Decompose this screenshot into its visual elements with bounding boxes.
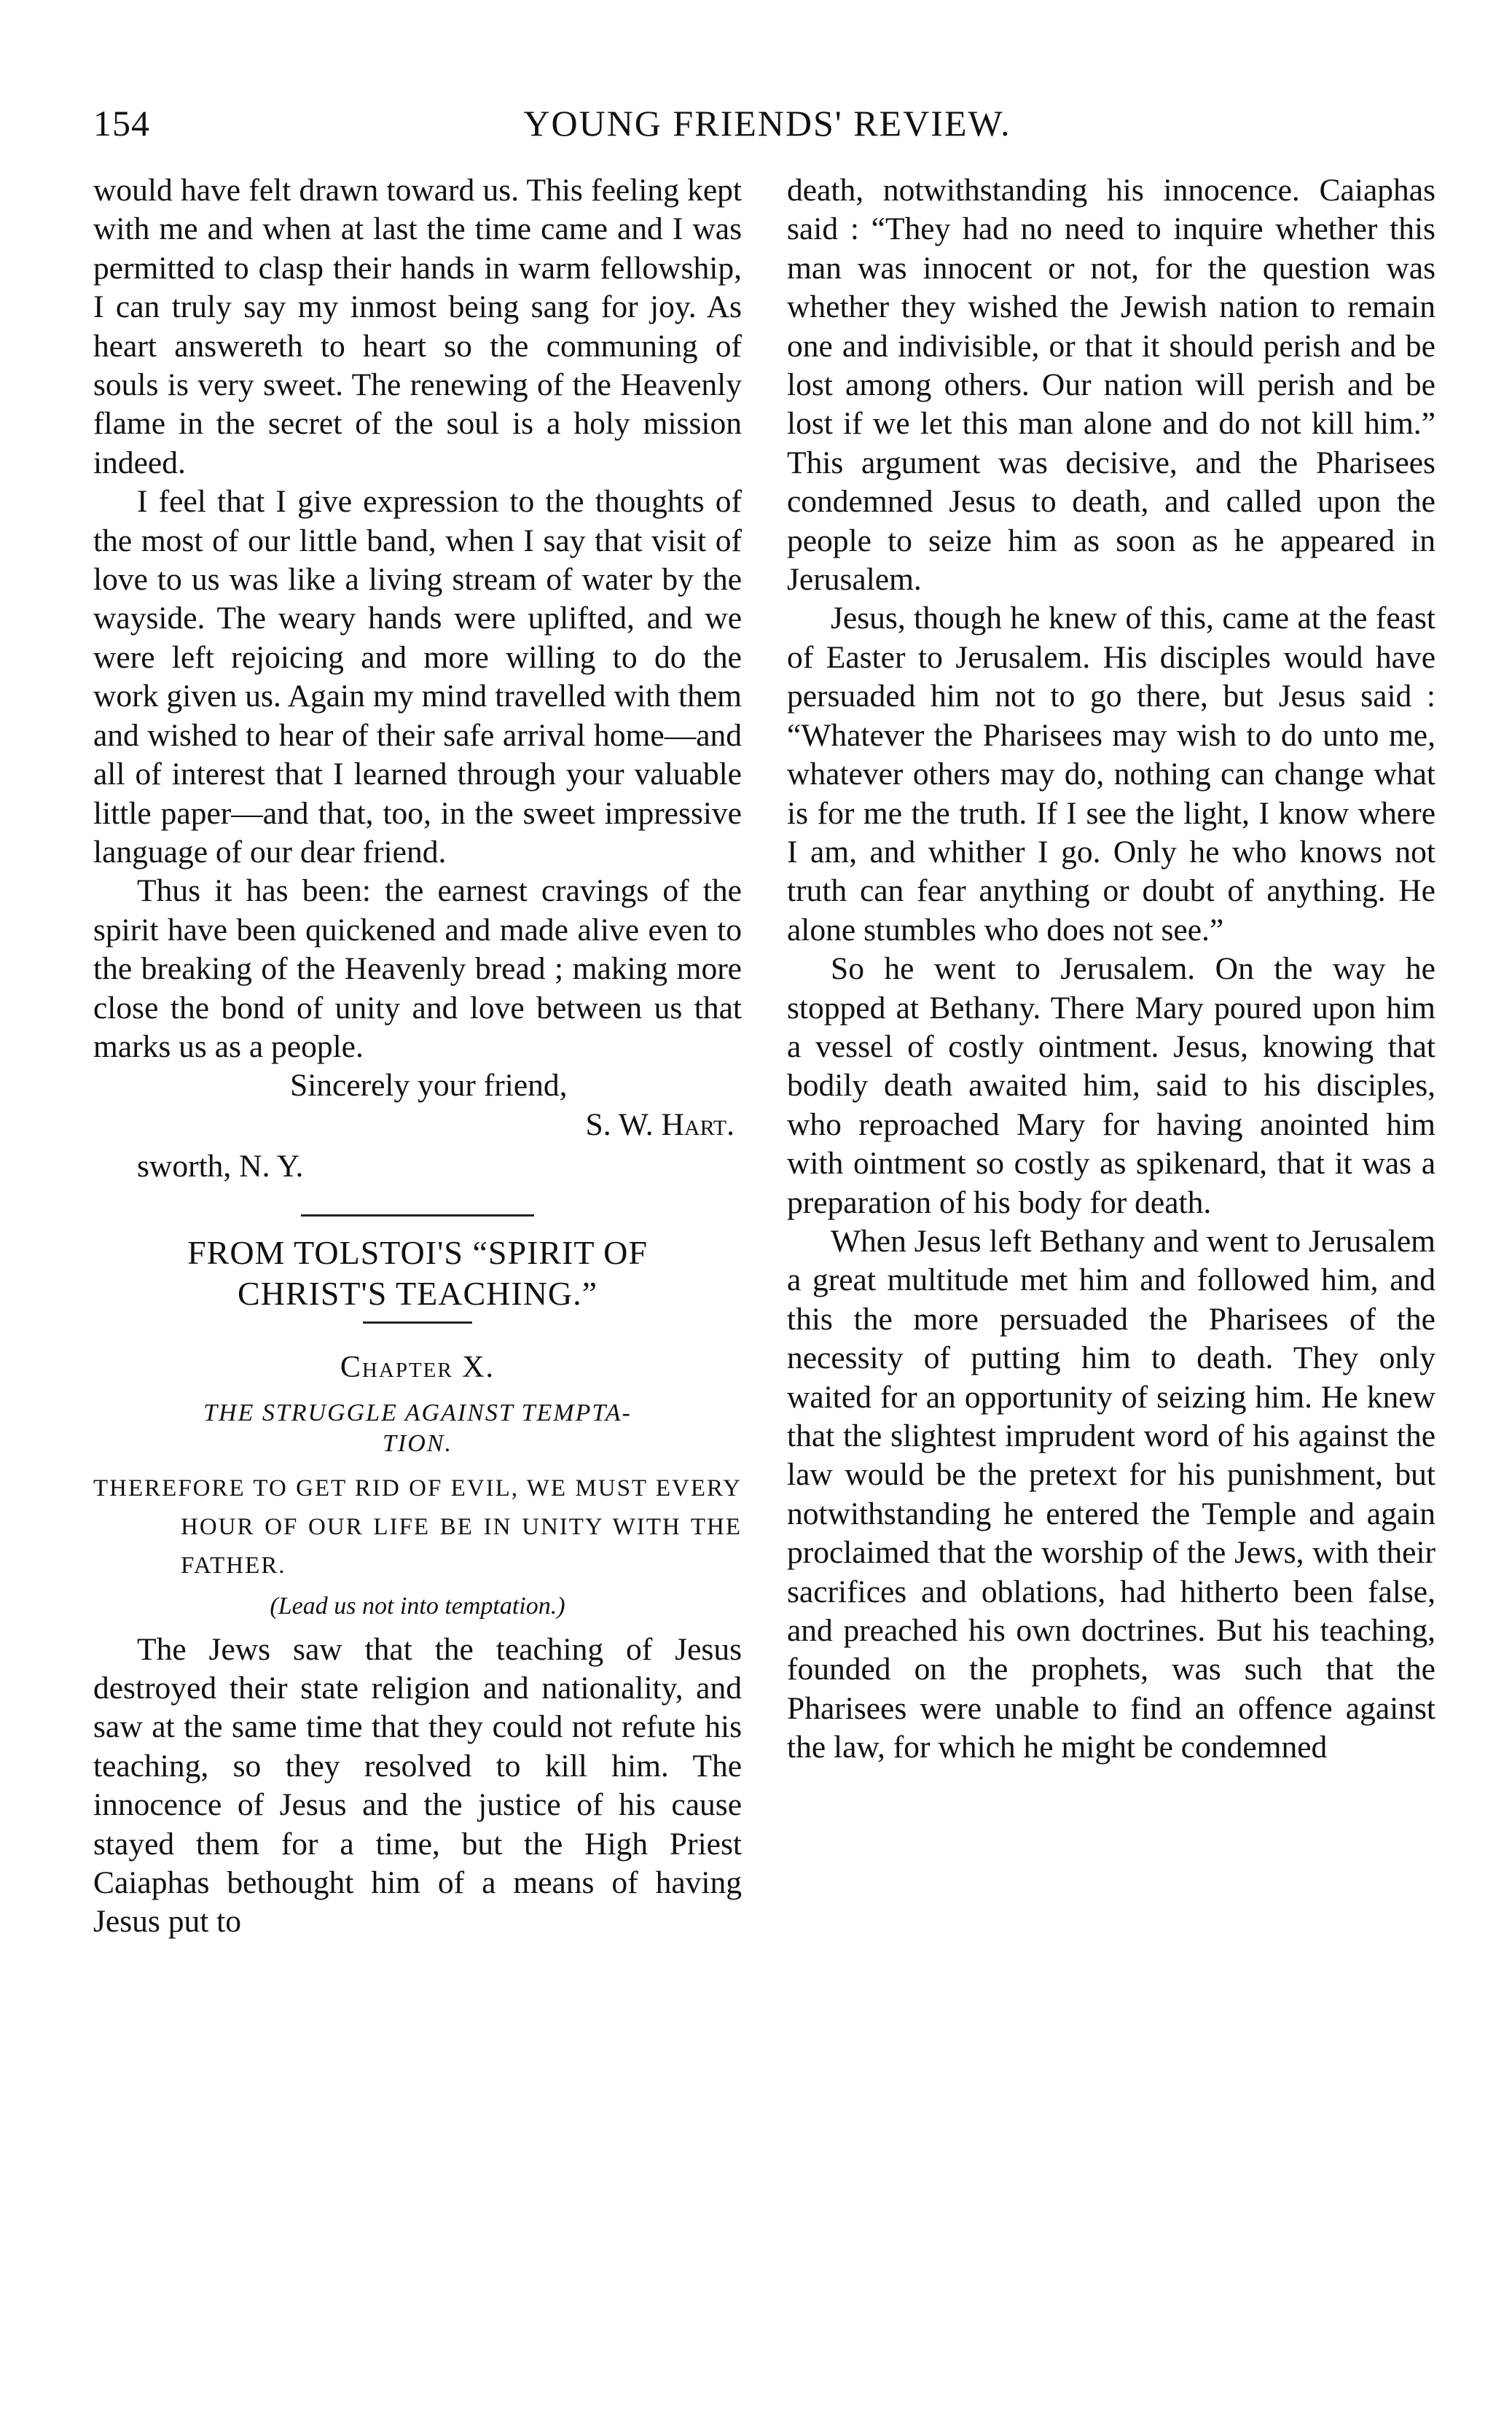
signoff-place: sworth, N. Y.	[137, 1149, 304, 1184]
paragraph: death, notwithstanding his innocence. Caiaphas said : “They had no need to inquire whether this man was innocent or not, for the question was whether they wished the Jewish nation to remain one and indivisible, or that it should perish and be lost among others. Our nation will perish and be lost if we let this man alone and do not kill him.” This argument was decisive, and the Pharisees condemned Jesus to death, and called upon the people to seize him as soon as he appeared in Jerusalem.	[787, 173, 1435, 598]
section-divider	[301, 1214, 534, 1217]
article-title-line: FROM TOLSTOI'S “SPIRIT OF	[187, 1233, 648, 1271]
page	[93, 102, 1441, 2347]
chapter-summary: THEREFORE TO GET RID OF EVIL, WE MUST EVERY HOUR OF OUR LIFE BE IN UNITY WITH THE FATHER.	[93, 1475, 742, 1579]
chapter-subtitle	[93, 1398, 742, 1459]
chapter-heading: Chapter X.	[340, 1350, 495, 1384]
paragraph: So he went to Jerusalem. On the way he stopped at Bethany. There Mary poured upon him a vessel of costly ointment. Jesus, knowing that bodily death awaited him, said to his disciples, who reproached Mary for having anointed him with ointment so costly as spikenard, that it was a preparation of his body for death.	[787, 951, 1435, 1220]
paragraph: When Jesus left Bethany and went to Jerusalem a great multitude met him and followed him, and this the more persuaded the Pharisees of the necessity of putting him to death. They only waited for an opportunity of seizing him. He knew that the slightest imprudent word of his against the law would be the pretext for his punishment, but notwithstanding he entered the Temple and again proclaimed that the worship of the Jews, with their sacrifices and oblations, had hitherto been false, and preached his own doctrines. But his teaching, founded on the prophets, was such that the Pharisees were unable to find an offence against the law, for which he might be condemned	[787, 1223, 1435, 1765]
page-number: 154	[93, 103, 150, 144]
page-header	[93, 102, 1441, 153]
paragraph: Thus it has been: the earnest cravings of the spirit have been quickened and made alive even to the breaking of the Heavenly bread ; making more close the bond of unity and love between us that marks us as a people.	[93, 873, 742, 1064]
signoff-closing: Sincerely your friend,	[290, 1068, 568, 1104]
running-title: YOUNG FRIENDS' REVIEW.	[523, 103, 1011, 144]
paragraph: The Jews saw that the teaching of Jesus destroyed their state religion and nationality, and saw at the same time that they could not refute his teaching, so they resolved to kill him. The innocence of Jesus and the justice of his cause stayed them for a time, but the High Priest Caiaphas bethought him of a means of having Jesus put to	[93, 1631, 742, 1940]
right-column	[787, 171, 1435, 1768]
summary-caption: (Lead us not into temptation.)	[270, 1592, 565, 1620]
article-title	[93, 1233, 742, 1314]
letter-signoff	[93, 1066, 742, 1186]
left-column	[93, 171, 742, 1942]
paragraph: would have felt drawn toward us. This feeling kept with me and when at last the time came and I was permitted to clasp their hands in warm fellowship, I can truly say my inmost being sang for joy. As heart answereth to heart so the communing of souls is very sweet. The renewing of the Heavenly flame in the secret of the soul is a holy mission indeed.	[93, 173, 742, 480]
chapter-subtitle-line: TION.	[383, 1429, 453, 1457]
chapter-subtitle-line: THE STRUGGLE AGAINST TEMPTA-	[203, 1399, 632, 1426]
paragraph: I feel that I give expression to the thoughts of the most of our little band, when I say that visit of love to us was like a living stream of water by the wayside. The weary hands were uplifted, and we were left rejoicing and more willing to do the work given us. Again my mind travelled with them and wished to hear of their safe arrival home—and all of interest that I learned through your valuable little paper—and that, too, in the sweet impressive language of our dear friend.	[93, 484, 742, 870]
paragraph: Jesus, though he knew of this, came at the feast of Easter to Jerusalem. His disciples would have persuaded him not to go there, but Jesus said : “Whatever the Pharisees may wish to do unto me, whatever others may do, nothing can change what is for me the truth. If I see the light, I know where I am, and whither I go. Only he who knows not truth can fear anything or doubt of anything. He alone stumbles who does not see.”	[787, 601, 1435, 948]
signoff-name: S. W. Hart.	[585, 1106, 735, 1142]
article-title-line: CHRIST'S TEACHING.”	[237, 1274, 598, 1312]
title-divider	[363, 1321, 472, 1324]
